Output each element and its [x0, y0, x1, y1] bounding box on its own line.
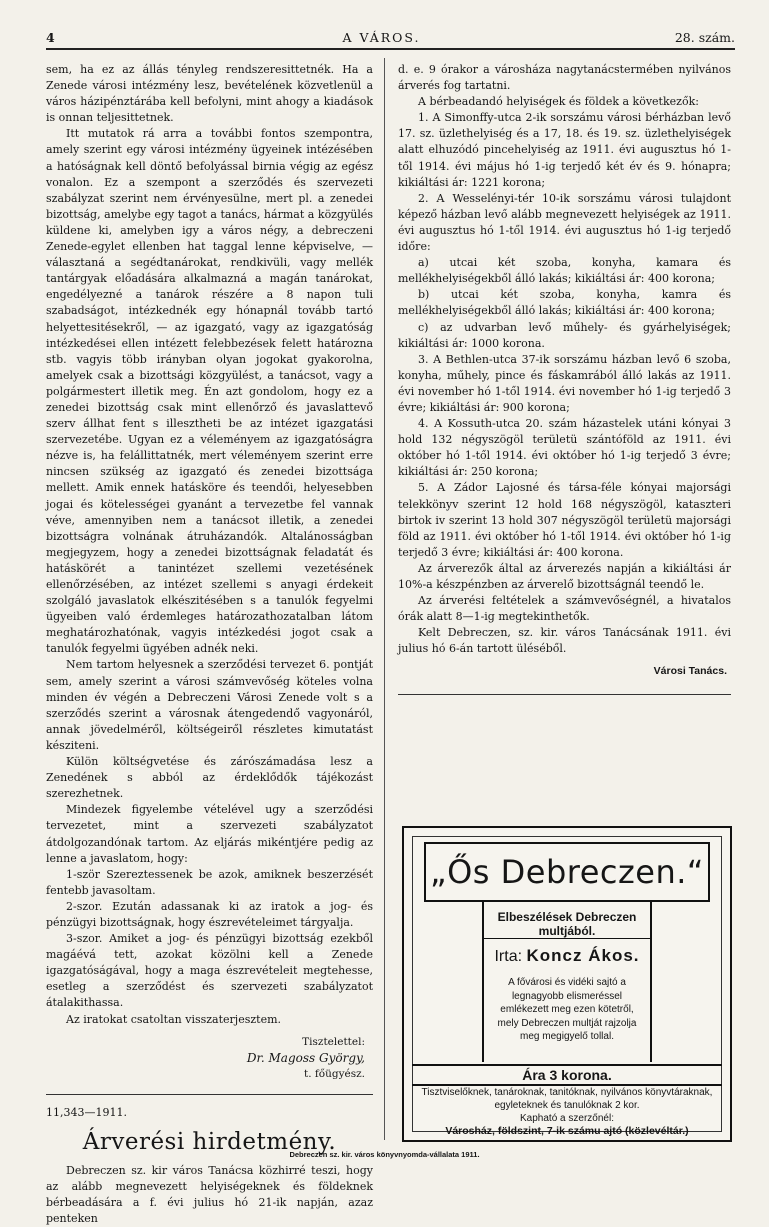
notice-intro: Debreczen sz. kir város Tanácsa közhirré teszi, hogy az alább megnevezett helyiségeknek és földeknek bérbeadására a f. évi julius hó 21-ik napján, azaz penteken [46, 1163, 373, 1225]
page-number: 4 [46, 30, 55, 45]
publication-title: A VÁROS. [342, 30, 421, 45]
left-paragraph: 1-ször Szereztessenek be azok, amiknek beszerzését fentebb javasoltam. [46, 867, 373, 897]
section-divider-right [398, 694, 731, 695]
left-paragraph: Nem tartom helyesnek a szerződési tervezet 6. pontját sem, amely szerint a városi számvevőség köteles volna minden év végén a Debreczeni Városi Zenede volt s a szerződés szerint a városnak átengedendő vagyonáról, annak jövedelméről, költségeiről részletes kimutatást késziteni. [46, 658, 373, 752]
advert-author [484, 946, 650, 966]
advert-available: Kapható a szerzőnél: [520, 1113, 614, 1124]
printer-imprint: Debreczen sz. kir. város könyvnyomda-vállalata 1911. [289, 1150, 480, 1159]
signature-block [46, 1034, 373, 1082]
author-prefix: Irta: [494, 948, 523, 965]
right-paragraph: 3. A Bethlen-utca 37-ik sorszámu házban levő 6 szoba, konyha, műhely, pince és fáskamrából álló lakás az 1911. évi november hó 1-től 1914. évi november hó 1-ig terjedő 3 évre; kikiáltási ár: 900 korona; [398, 352, 731, 414]
right-paragraph: 2. A Wesselényi-tér 10-ik sorszámu városi tulajdont képező házban levő alább megnevezett helyiségek az 1911. évi augusztus hó 1-től 1914. évi augusztus hó 1-ig terjedő időre: [398, 191, 731, 254]
right-notice-body [398, 62, 731, 657]
council-signature: Városi Tanács. [653, 665, 727, 678]
advert-body [482, 900, 652, 1062]
left-paragraph: Itt mutatok rá arra a további fontos szempontra, amely szerint egy városi intézmény ügyeinek intézésében a hatóságnak kell döntő befolyással birnia végig az egész vonalon. Ez a szempont a szerződés és szervezeti szabályzat szerint nem érvényesülne, mert pl. a zenedei bizottság, amelybe egy tagot a tanács, hármat a közgyülés küldene ki, amelyben igy a város négy, a debreczeni Zenede-egylet ellenben hat taggal lenne képviselve, — választaná a segédtanárokat, rendkivüli, vagy mellék tantárgyak előadására alkalmazná a magán tanárokat, engedélyezné a tanárok részére a 8 napon tuli szabadságot, intézkednék egy hónapnál tovább tartó helyettesitésekről, — az igazgató, vagy az igazgatóság intézkedései ellen intézett felebbezések felett határozna stb. vagyis több irányban olyan jogokat gyakorolna, amelyek csak a bizottsági közgyülést, a tanácsot, vagy a polgármestert illetik meg. Én azt gondolom, hogy ez a zenedei bizottság csak mint ellenőrző és javaslattevő szerv állhat fent s illesztheti be az intézet igazgatási szervezetébe. Ugyan ez a véleményem az igazgatóságra nézve is, ha felállittatnék, mert véleményem szerint erre nincsen szükség az igazgató és zenedei bizottsága mellett. Amik ennek hatásköre és teendői, helyesebben jogai és kötelességei gyanánt a tervezetbe fel vannak véve, amennyiben nem a tanácsot illetik, a zenedei bizottságra volnának átruházandók. Altalánosságban megjegyzem, hogy a zenedei bizottságnak feladatát és hatáskörét a tanintézet szellemi vezetésének ellenőrzésében, az intézet szellemi s anyagi érdekeit szolgáló javaslatok elkészitésében s a tanulók fegyelmi ügyeiben való érdemleges határozathozatalban látom meghatározhatónak, vagyis intézkedési jogot csak a tanulók fegyelmi ügyében adnék neki. [46, 127, 373, 656]
issue-number: 28. szám. [674, 30, 735, 45]
right-paragraph: Az árverési feltételek a számvevőségnél, a hivatalos órák alatt 8—1-ig megtekinthetők. [398, 594, 731, 624]
author-name: Koncz Ákos. [526, 946, 640, 965]
advert-title: „Ős Debreczen.“ [424, 842, 710, 902]
advert-subtitle: Elbeszélések Debreczen multjából. [484, 910, 650, 939]
right-paragraph: 4. A Kossuth-utca 20. szám házastelek utáni kónyai 3 hold 132 négyszögöl területü szántóföld az 1911. évi október hó 1-től 1914. évi október hó 1-ig terjedő 3 évre; kikiáltási ár: 250 korona; [398, 417, 731, 479]
right-paragraph: A bérbeadandó helyiségek és földek a következők: [418, 95, 699, 109]
advert-price: Ára 3 korona. [412, 1064, 722, 1086]
notice-title: Árverési hirdetmény. [82, 1128, 337, 1155]
section-divider [46, 1094, 373, 1095]
right-paragraph: Kelt Debreczen, sz. kir. város Tanácsának 1911. évi julius hó 6-án tartott üléséből. [398, 626, 731, 656]
advert-footer [412, 1086, 722, 1138]
left-paragraph: 2-szor. Ezután adassanak ki az iratok a jog- és pénzügyi bizottságnak, hogy észrevételeimet tárgyalja. [46, 899, 373, 929]
right-paragraph: b) utcai két szoba, konyha, kamra és mellékhelyiségekből álló lakás; kikiáltási ár: 400 korona; [398, 288, 731, 318]
right-paragraph: 5. A Zádor Lajosné és társa-féle kónyai majorsági telekkönyv szerint 12 hold 168 négyszögöl, kataszteri birtok iv szerint 13 hold 307 négyszögöl területü majorsági föld az 1911. évi október hó 1-től 1914. évi október hó 1-ig terjedő 3 évre; kikiáltási ár: 400 korona. [398, 481, 731, 559]
right-column [398, 62, 731, 695]
right-paragraph: c) az udvarban levő műhely- és gyárhelyiségek; kikiáltási ár: 1000 korona. [398, 320, 731, 350]
closing-line: Tisztelettel: [302, 1035, 365, 1048]
book-advertisement [402, 826, 732, 1142]
left-paragraph: Az iratokat csatoltan visszaterjesztem. [66, 1012, 282, 1026]
signature-name: Dr. Magoss György, [246, 1050, 365, 1065]
advert-review: A fővárosi és vidéki sajtó a legnagyobb elismeréssel emlékezett meg ezen kötetről, mely Debreczen multját rajzolja meg megigyelő tollal. [497, 977, 637, 1042]
right-paragraph: d. e. 9 órakor a városháza nagytanácstermében nyilvános árverés fog tartatni. [398, 63, 731, 93]
notice-reference: 11,343—1911. [46, 1105, 127, 1119]
left-paragraph: sem, ha ez az állás tényleg rendszeresittetnék. Ha a Zenede városi intézmény lesz, bevételének közvetlenül a város házipénztárába kell befolyni, mint ahogy a kiadások is onnan teljesittetnek. [46, 63, 373, 125]
header-rule [46, 48, 735, 50]
left-paragraph: Mindezek figyelembe vételével ugy a szerződési tervezetet, mint a szervezeti szabályzatot átdolgozandónak tartom. Az eljárás mikéntjére pedig az lenne a javaslatom, hogy: [46, 803, 373, 865]
left-article-body [46, 62, 373, 1028]
right-paragraph: a) utcai két szoba, konyha, kamara és mellékhelyiségekből álló lakás; kikiáltási ár: 400 korona; [398, 256, 731, 286]
left-paragraph: Külön költségvetése és zárószámadása lesz a Zenedének s abból az érdeklődők tájékozást szerezhetnek. [46, 755, 373, 801]
page-header [28, 30, 735, 48]
advert-audience: Tisztviselőknek, tanároknak, tanitóknak, nyilvános könyvtáraknak, egyleteknek és tanulóknak 2 kor. [421, 1087, 713, 1111]
left-column [46, 62, 373, 1227]
advert-address: Városház, földszint, 7-ik számu ajtó (közlevéltár.) [445, 1125, 689, 1137]
right-paragraph: Az árverezők által az árverezés napján a kikiáltási ár 10%-a készpénzben az árverelő bizottságnál teendő le. [398, 561, 731, 591]
signature-title: t. főügyész. [304, 1067, 365, 1080]
left-paragraph: 3-szor. Amiket a jog- és pénzügyi bizottság ezekből magáévá tett, azokat közölni kell a Zenede igazgatóságával, hogy a maga észrevételeit megtehesse, esetleg a szerződést és szervezeti szabályzatot átalakithassa. [46, 932, 373, 1010]
column-divider [384, 58, 385, 1140]
right-paragraph: 1. A Simonffy-utca 2-ik sorszámu városi bérházban levő 17. sz. üzlethelyiség és a 17, 18. és 19. sz. üzlethelyiségek alatt elhuzódó pincehelyiség az 1911. évi augusztus hó 1-től 1914. évi május hó 1-ig terjedő két év és 9. hónapra; kikiáltási ár: 1221 korona; [398, 111, 731, 189]
